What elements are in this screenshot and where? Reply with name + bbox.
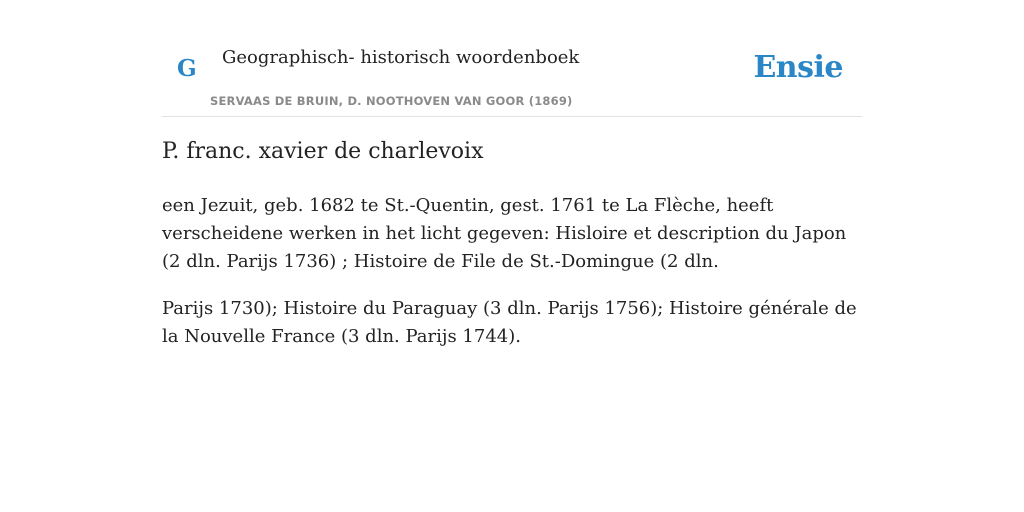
book-letter-icon[interactable]: G <box>177 55 197 82</box>
book-title-link[interactable]: Geographisch- historisch woordenboek <box>222 47 580 68</box>
entry-paragraph: Parijs 1730); Histoire du Paraguay (3 dln. Parijs 1756); Histoire générale de la Nouvelle France (3 dln. Parijs 1744). <box>162 298 857 347</box>
entry-body <box>162 192 862 370</box>
book-header <box>162 40 862 117</box>
ensie-logo-link[interactable]: Ensie <box>753 50 843 85</box>
entry-paragraph: een Jezuit, geb. 1682 te St.-Quentin, gest. 1761 te La Flèche, heeft verscheidene werken in het licht gegeven: Hisloire et description du Japon (2 dln. Parijs 1736) ; Histoire de File de St.-Domingue (2 dln. <box>162 195 847 272</box>
entry-title: P. franc. xavier de charlevoix <box>162 139 484 164</box>
book-authors: SERVAAS DE BRUIN, D. NOOTHOVEN VAN GOOR (1869) <box>210 94 573 108</box>
